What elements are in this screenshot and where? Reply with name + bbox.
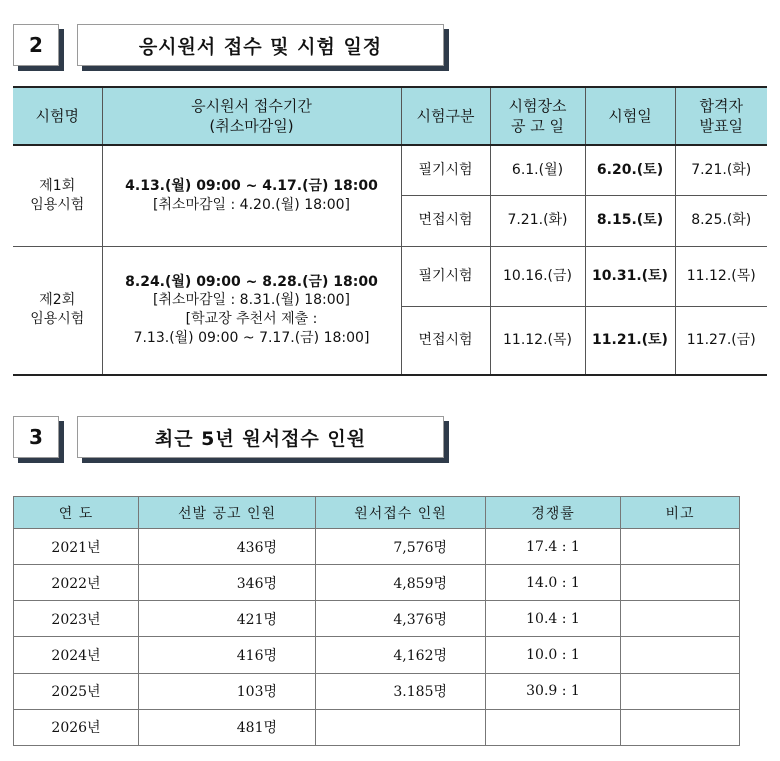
quota-cell: 436명 — [139, 529, 316, 565]
exam-date: 11.21.(토) — [585, 306, 675, 375]
exam-date: 8.15.(토) — [585, 196, 675, 246]
applicants-cell: 4,859명 — [316, 565, 486, 601]
result-date: 7.21.(화) — [675, 145, 767, 195]
exam-date: 6.20.(토) — [585, 145, 675, 195]
note-cell — [621, 673, 740, 709]
ratio-cell: 10.0 : 1 — [486, 637, 621, 673]
year-cell: 2021년 — [14, 529, 139, 565]
result-date: 8.25.(화) — [675, 196, 767, 246]
ratio-cell: 30.9 : 1 — [486, 673, 621, 709]
section-2-title: 응시원서 접수 및 시험 일정 — [77, 24, 444, 66]
section-3-number: 3 — [13, 416, 59, 458]
exam-type: 필기시험 — [401, 145, 490, 195]
section-2-number: 2 — [13, 24, 59, 66]
applicants-cell: 3.185명 — [316, 673, 486, 709]
quota-cell: 421명 — [139, 601, 316, 637]
table-row — [14, 709, 740, 745]
applicants-table — [13, 496, 740, 746]
venue-date: 10.16.(금) — [490, 246, 585, 306]
header-applicants: 원서접수 인원 — [316, 497, 486, 529]
header-ratio: 경쟁률 — [486, 497, 621, 529]
year-cell: 2022년 — [14, 565, 139, 601]
header-venue: 시험장소 공 고 일 — [490, 87, 585, 145]
table-row — [14, 637, 740, 673]
table-row — [14, 565, 740, 601]
year-cell: 2025년 — [14, 673, 139, 709]
header-quota: 선발 공고 인원 — [139, 497, 316, 529]
note-cell — [621, 709, 740, 745]
year-cell: 2024년 — [14, 637, 139, 673]
result-date: 11.12.(목) — [675, 246, 767, 306]
applicants-cell — [316, 709, 486, 745]
table-row — [14, 529, 740, 565]
applicants-cell: 7,576명 — [316, 529, 486, 565]
section-3-title: 최근 5년 원서접수 인원 — [77, 416, 444, 458]
header-result: 합격자 발표일 — [675, 87, 767, 145]
header-period: 응시원서 접수기간 (취소마감일) — [102, 87, 401, 145]
note-cell — [621, 601, 740, 637]
year-cell: 2023년 — [14, 601, 139, 637]
round-name: 제1회 임용시험 — [13, 145, 102, 246]
header-date: 시험일 — [585, 87, 675, 145]
header-exam-name: 시험명 — [13, 87, 102, 145]
exam-type: 면접시험 — [401, 306, 490, 375]
table-row — [13, 145, 767, 195]
exam-date: 10.31.(토) — [585, 246, 675, 306]
table-row — [13, 246, 767, 306]
note-cell — [621, 565, 740, 601]
table-header-row — [14, 497, 740, 529]
ratio-cell: 10.4 : 1 — [486, 601, 621, 637]
venue-date: 7.21.(화) — [490, 196, 585, 246]
exam-type: 면접시험 — [401, 196, 490, 246]
venue-date: 6.1.(월) — [490, 145, 585, 195]
ratio-cell: 14.0 : 1 — [486, 565, 621, 601]
ratio-cell — [486, 709, 621, 745]
quota-cell: 103명 — [139, 673, 316, 709]
applicants-cell: 4,376명 — [316, 601, 486, 637]
header-type: 시험구분 — [401, 87, 490, 145]
note-cell — [621, 637, 740, 673]
applicants-cell: 4,162명 — [316, 637, 486, 673]
quota-cell: 481명 — [139, 709, 316, 745]
header-note: 비고 — [621, 497, 740, 529]
application-period: 4.13.(월) 09:00 ~ 4.17.(금) 18:00 [취소마감일 : 4.20.(월) 18:00] — [102, 145, 401, 246]
application-period: 8.24.(월) 09:00 ~ 8.28.(금) 18:00 [취소마감일 : 8.31.(월) 18:00] [학교장 추천서 제출 : 7.13.(월) 09:00 ~ 7.17.(금) 18:00] — [102, 246, 401, 375]
ratio-cell: 17.4 : 1 — [486, 529, 621, 565]
exam-schedule-table — [13, 86, 767, 376]
table-row — [14, 601, 740, 637]
quota-cell: 416명 — [139, 637, 316, 673]
table-header-row — [13, 87, 767, 145]
note-cell — [621, 529, 740, 565]
venue-date: 11.12.(목) — [490, 306, 585, 375]
header-year: 연 도 — [14, 497, 139, 529]
year-cell: 2026년 — [14, 709, 139, 745]
quota-cell: 346명 — [139, 565, 316, 601]
exam-type: 필기시험 — [401, 246, 490, 306]
result-date: 11.27.(금) — [675, 306, 767, 375]
round-name: 제2회 임용시험 — [13, 246, 102, 375]
table-row — [14, 673, 740, 709]
